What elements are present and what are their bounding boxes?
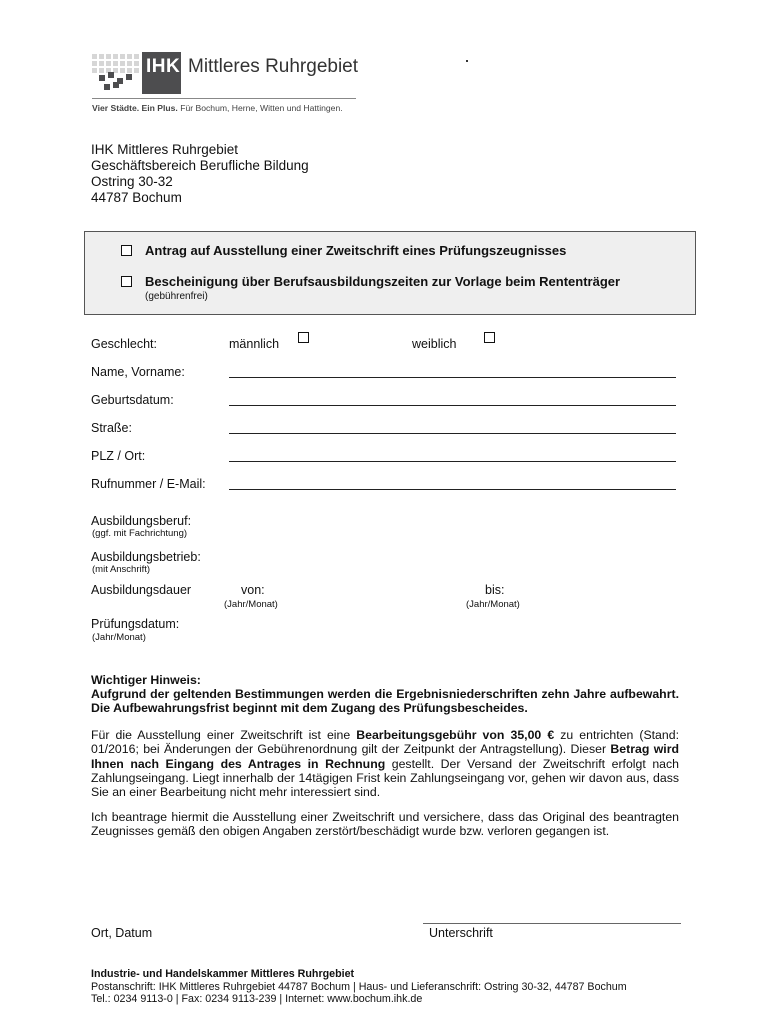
footer-address: Postanschrift: IHK Mittleres Ruhrgebiet 44787 Bochum | Haus- und Lieferanschrift: Ostring 30-32, 44787 Bochum	[91, 980, 627, 993]
to-label: bis:	[485, 583, 505, 597]
zip-field[interactable]	[229, 461, 676, 462]
contact-field[interactable]	[229, 489, 676, 490]
recipient-address	[91, 142, 309, 206]
logo-abbr: IHK	[146, 56, 181, 77]
to-note: (Jahr/Monat)	[466, 599, 520, 610]
company-label: Ausbildungsbetrieb:	[91, 550, 201, 564]
birthdate-field[interactable]	[229, 405, 676, 406]
from-note: (Jahr/Monat)	[224, 599, 278, 610]
ihk-logo	[92, 52, 372, 96]
zip-label: PLZ / Ort:	[91, 449, 146, 463]
signature-label: Unterschrift	[429, 926, 493, 940]
logo-divider	[92, 98, 356, 99]
exam-note: (Jahr/Monat)	[92, 632, 146, 643]
company-note: (mit Anschrift)	[92, 564, 151, 575]
footer-org: Industrie- und Handelskammer Mittleres Ruhrgebiet	[91, 968, 355, 980]
address-line: IHK Mittleres Ruhrgebiet	[91, 142, 239, 157]
fee-paragraph	[91, 728, 679, 799]
zweitschrift-checkbox[interactable]	[121, 245, 132, 256]
logo-pattern-icon	[92, 52, 142, 96]
logo-box	[142, 52, 181, 94]
fee-text: Für die Ausstellung einer Zweitschrift ist eine	[91, 728, 357, 742]
gebuehrenfrei-note: (gebührenfrei)	[145, 291, 208, 302]
logo-tagline	[92, 103, 343, 113]
gender-label: Geschlecht:	[91, 337, 158, 351]
male-label: männlich	[229, 337, 280, 351]
exam-note-text: Jahr/Monat)	[95, 632, 146, 643]
declaration-paragraph: Ich beantrage hiermit die Ausstellung einer Zweitschrift und versichere, dass das Original des beantragten Zeugnisses gemäß den obigen Angaben zerstört/beschädigt wurde bzw. verloren gegangen ist.	[91, 810, 679, 839]
birthdate-label: Geburtsdatum:	[91, 393, 174, 407]
signature-line[interactable]	[423, 923, 681, 924]
female-label: weiblich	[412, 337, 457, 351]
street-label: Straße:	[91, 421, 132, 435]
name-field[interactable]	[229, 377, 676, 378]
contact-label: Rufnummer / E-Mail:	[91, 477, 206, 491]
fee-text-3: gestellt. Der Versand der Zweitschrift erfolgt nach Zahlungseingang. Liegt innerhalb der 14tägigen Frist kein Zahlungseingang vor, gehen wir davon aus, dass Sie an einer Bearbeitung nicht mehr interessiert sind.	[91, 756, 679, 800]
tagline-bold: Vier Städte. Ein Plus.	[92, 103, 178, 113]
from-label: von:	[241, 583, 265, 597]
name-label: Name, Vorname:	[91, 365, 185, 379]
footer-contact: Tel.: 0234 9113-0 | Fax: 0234 9113-239 | Internet: www.bochum.ihk.de	[91, 993, 423, 1006]
tagline-text: Für Bochum, Herne, Witten und Hattingen.	[180, 103, 343, 113]
exam-label: Prüfungsdatum:	[91, 617, 180, 631]
male-checkbox[interactable]	[298, 332, 309, 343]
street-field[interactable]	[229, 433, 676, 434]
profession-note: (ggf. mit Fachrichtung)	[92, 528, 188, 539]
profession-label: Ausbildungsberuf:	[91, 514, 192, 528]
bescheinigung-label: Bescheinigung über Berufsausbildungszeiten zur Vorlage beim Rententräger	[145, 274, 621, 289]
logo-name: Mittleres Ruhrgebiet	[188, 56, 359, 77]
fee-text-2: zu entrichten (Stand: 01/2016; bei Änderungen der Gebührenordnung gilt der Zeitpunkt der Antragstellung). Dieser	[91, 728, 679, 757]
fee-amount: Bearbeitungsgebühr von 35,00 €	[356, 728, 555, 742]
place-date-label: Ort, Datum	[91, 926, 153, 940]
bescheinigung-checkbox[interactable]	[121, 276, 132, 287]
address-line: 44787 Bochum	[91, 190, 182, 205]
address-line: Ostring 30-32	[91, 174, 173, 189]
duration-label: Ausbildungsdauer	[91, 583, 192, 597]
address-line: Geschäftsbereich Berufliche Bildung	[91, 158, 309, 173]
dot-mark	[466, 60, 468, 62]
fee-invoice-text: Betrag wird Ihnen nach Eingang des Antrages in Rechnung	[91, 742, 679, 771]
notice-bold-text: Aufgrund der geltenden Bestimmungen werden die Ergebnisniederschriften zehn Jahre aufbewahrt. Die Aufbewahrungsfrist beginnt mit dem Zugang des Prüfungsbescheides.	[91, 687, 679, 716]
notice-heading: Wichtiger Hinweis:	[91, 673, 201, 687]
footer	[91, 968, 627, 1006]
female-checkbox[interactable]	[484, 332, 495, 343]
zweitschrift-label: Antrag auf Ausstellung einer Zweitschrift eines Prüfungszeugnisses	[145, 243, 567, 258]
